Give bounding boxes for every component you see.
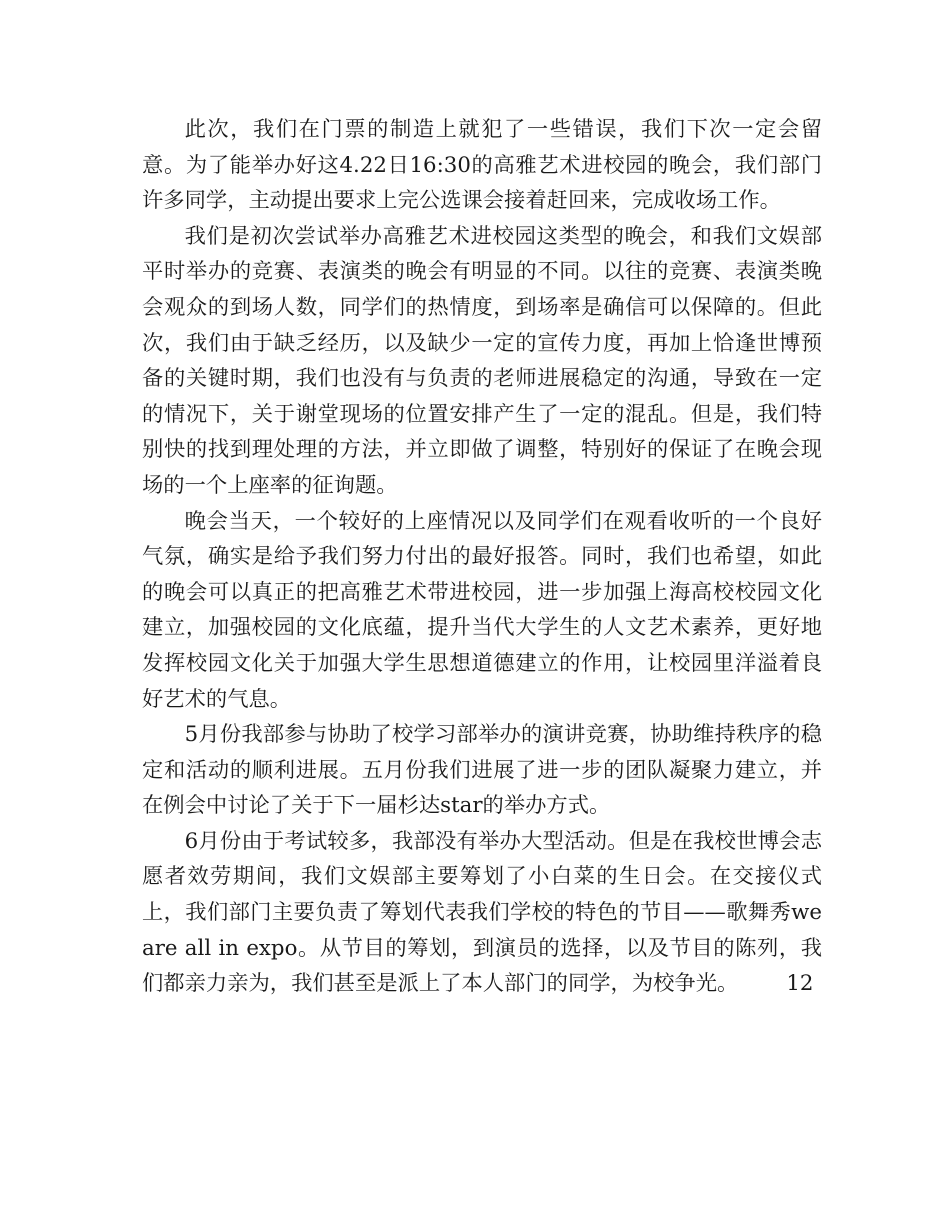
paragraph-3: 晚会当天，一个较好的上座情况以及同学们在观看收听的一个良好气氛，确实是给予我们努力付出的最好报答。同时，我们也希望，如此的晚会可以真正的把高雅艺术带进校园，进一步加强上海高校校园文化建立，加强校园的文化底蕴，提升当代大学生的人文艺术素养，更好地发挥校园文化关于加强大学生思想道德建立的作用，让校园里洋溢着良好艺术的气息。 <box>142 508 822 712</box>
page-number: 12 <box>786 971 814 997</box>
paragraph-2: 我们是初次尝试举办高雅艺术进校园这类型的晚会，和我们文娱部平时举办的竞赛、表演类的晚会有明显的不同。以往的竞赛、表演类晚会观众的到场人数，同学们的热情度，到场率是确信可以保障的。但此次，我们由于缺乏经历，以及缺少一定的宣传力度，再加上恰逢世博预备的关键时期，我们也没有与负责的老师进展稳定的沟通，导致在一定的情况下，关于谢堂现场的位置安排产生了一定的混乱。但是，我们特别快的找到理处理的方法，并立即做了调整，特别好的保证了在晚会现场的一个上座率的征询题。 <box>142 223 822 498</box>
paragraph-4: 5月份我部参与协助了校学习部举办的演讲竞赛，协助维持秩序的稳定和活动的顺利进展。五月份我们进展了进一步的团队凝聚力建立，并在例会中讨论了关于下一届杉达star的举办方式。 <box>142 722 822 819</box>
paragraph-5-text: 6月份由于考试较多，我部没有举办大型活动。但是在我校世博会志愿者效劳期间，我们文娱部主要筹划了小白菜的生日会。在交接仪式上，我们部门主要负责了筹划代表我们学校的特色的节目——歌舞秀we are all in expo。从节目的筹划，到演员的选择，以及节目的陈列，我们都亲力亲为，我们甚至是派上了本人部门的同学，为校争光。 <box>142 828 822 997</box>
paragraph-5 <box>142 824 822 1002</box>
paragraph-1: 此次，我们在门票的制造上就犯了一些错误，我们下次一定会留意。为了能举办好这4.22日16:30的高雅艺术进校园的晚会，我们部门许多同学，主动提出要求上完公选课会接着赶回来，完成收场工作。 <box>142 117 822 214</box>
document-body <box>142 112 822 1002</box>
